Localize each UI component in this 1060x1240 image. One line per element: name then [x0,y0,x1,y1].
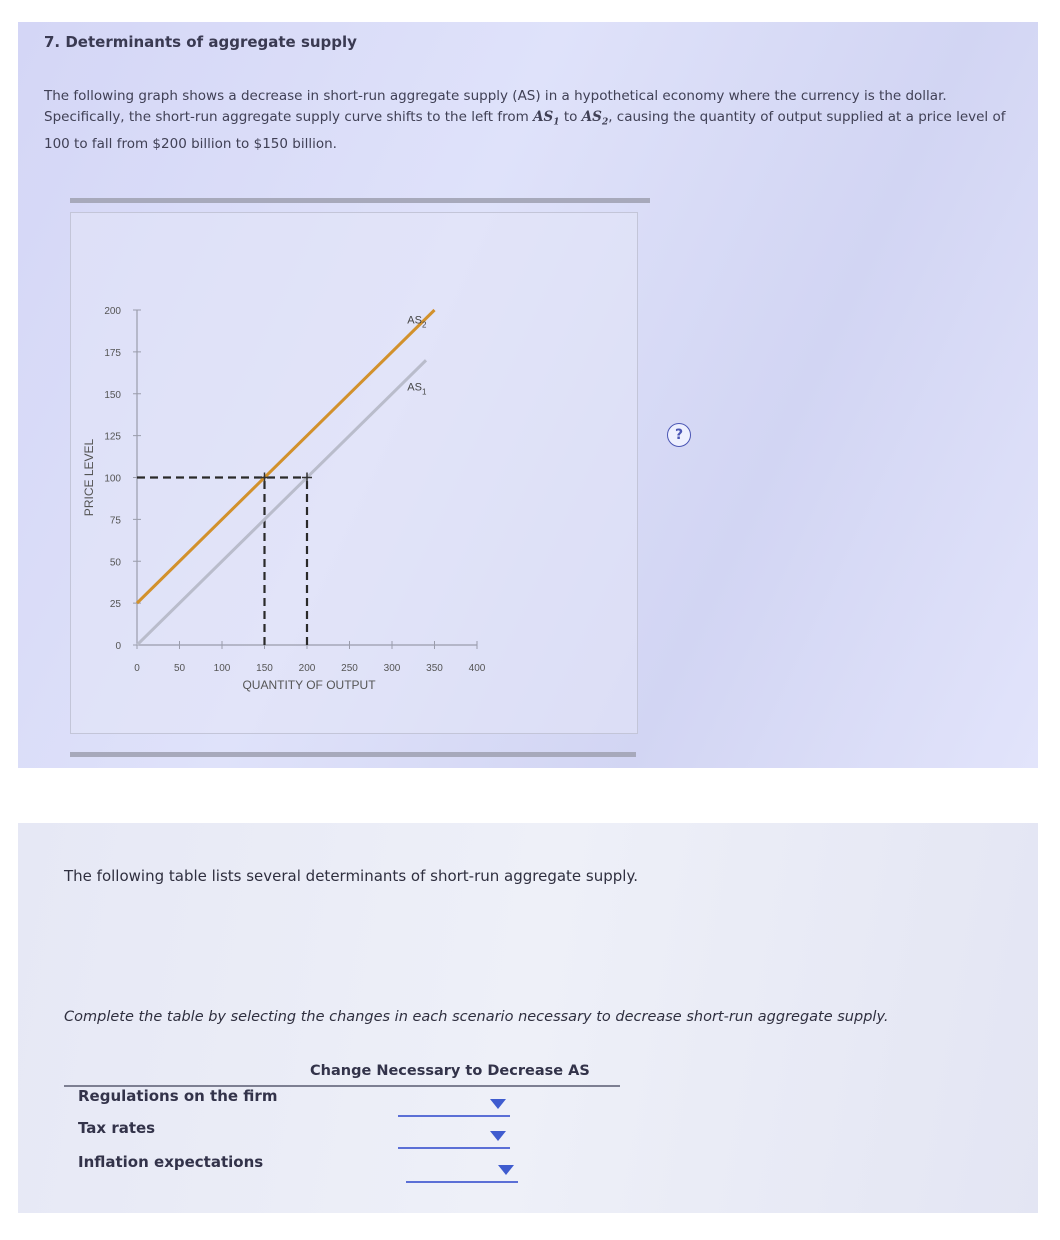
curve-as1 [137,360,426,645]
dropdown-arrow-icon [490,1131,506,1141]
row-label-tax-rates: Tax rates [78,1119,156,1137]
y-tick-label: 100 [104,473,121,485]
x-tick-label: 300 [383,663,401,674]
x-tick-label: 50 [173,663,186,674]
table-panel [18,823,1038,1213]
x-tick-label: 200 [298,663,316,674]
table-instruction: Complete the table by selecting the changes in each scenario necessary to decrease short-run aggregate supply. [64,1009,889,1025]
help-icon[interactable]: ? [667,423,691,447]
x-axis-title: QUANTITY OF OUTPUT [242,678,376,692]
x-tick-label: 0 [134,663,140,674]
curve-as2 [137,310,435,603]
as2-symbol: $AS_2$ [581,109,609,128]
y-tick-label: 50 [109,557,121,569]
y-tick-label: 175 [104,347,121,359]
intro-text-1: The following graph shows a decrease in short-run aggregate supply (AS) in a hypothetical economy where the currency is the dollar. Specifically, the short-run aggregate supply curve shifts to the left from [44,88,947,125]
table-intro: The following table lists several determinants of short-run aggregate supply. [64,867,638,885]
y-axis-title: PRICE LEVEL [82,438,96,517]
y-tick-label: 25 [109,599,121,611]
graph-container [70,212,684,734]
column-header: Change Necessary to Decrease AS [310,1063,590,1079]
curve-label-as1: $AS_1$ [407,381,427,397]
dropdown-tax-rates[interactable] [398,1125,510,1149]
y-tick-label: 125 [104,431,121,443]
graph-top-rule [70,198,650,203]
dropdown-inflation[interactable] [406,1159,518,1183]
question-panel [18,22,1038,768]
as1-symbol: $AS_1$ [533,109,560,128]
x-tick-label: 150 [256,663,273,674]
intro-text-3: , causing the quantity of output supplied at a price level of 100 to fall from $200 billion to $150 billion. [44,109,1006,152]
dropdown-arrow-icon [498,1165,514,1175]
intro-text-2: to [559,109,582,125]
row-label-inflation: Inflation expectations [78,1153,264,1171]
dropdown-arrow-icon [490,1099,506,1109]
dropdown-regulations[interactable] [398,1093,510,1117]
y-tick-label: 200 [104,306,121,317]
row-label-regulations: Regulations on the firm [78,1087,278,1105]
y-tick-label: 150 [104,389,121,401]
graph-bottom-rule [70,752,636,757]
as-chart[interactable] [71,213,637,733]
x-tick-label: 400 [468,663,486,674]
x-tick-label: 250 [341,663,358,674]
question-title: 7. Determinants of aggregate supply [44,33,357,51]
x-tick-label: 100 [213,663,231,674]
y-tick-label: 0 [115,641,121,652]
y-tick-label: 75 [109,515,121,527]
curve-label-as2: $AS_2$ [407,314,427,330]
x-tick-label: 350 [426,663,443,674]
question-intro [44,86,1024,155]
